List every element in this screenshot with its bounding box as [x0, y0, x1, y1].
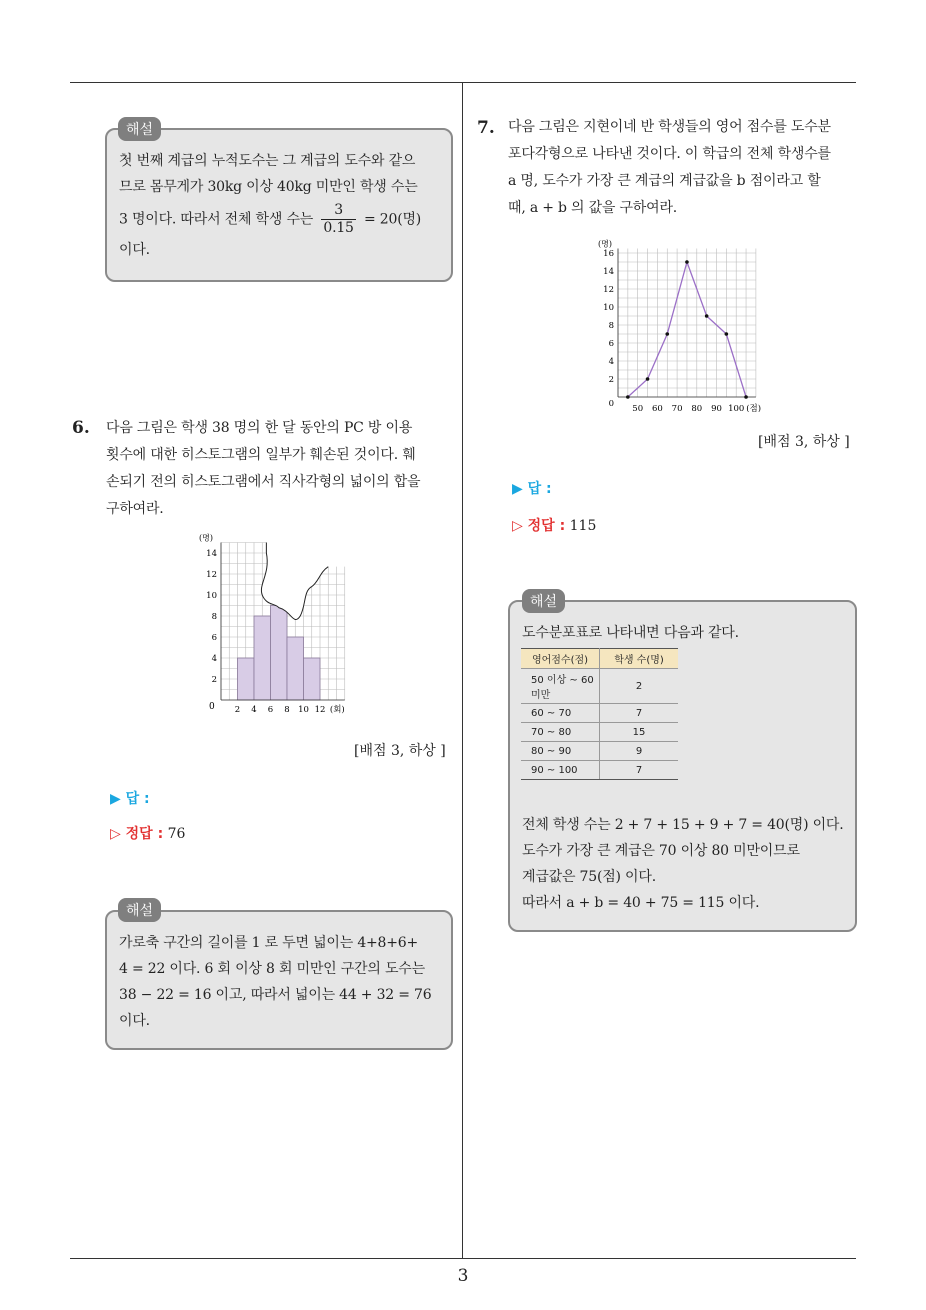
x-tick-label: 50: [632, 404, 644, 412]
histogram-chart: [195, 532, 370, 722]
data-point: [744, 395, 748, 399]
y-tick-label: 10: [603, 303, 614, 313]
page-number: 3: [457, 1266, 469, 1286]
q7-line3: a 명, 도수가 가장 큰 계급의 계급값을 b 점이라고 할: [508, 173, 821, 189]
histogram-bar: [304, 658, 321, 700]
table-cell-range: 60 ~ 70: [521, 704, 600, 723]
y-tick-label: 12: [603, 285, 614, 295]
q6-line3: 손되기 전의 히스토그램에서 직사각형의 넓이의 합을: [106, 474, 421, 490]
top-rule: [70, 82, 856, 83]
q6-answer-prompt: ▶ 답 :: [110, 791, 150, 807]
q6-text: [106, 415, 456, 523]
x-tick-label: 90: [711, 404, 722, 412]
sol3-line2: 도수가 가장 큰 계급은 70 이상 80 미만이므로: [522, 843, 800, 859]
q6-correct-answer: [110, 823, 185, 843]
fraction: [321, 202, 355, 237]
y-axis-unit: (명): [199, 533, 213, 543]
table-cell-count: 7: [600, 761, 679, 780]
x-tick-label: 70: [671, 404, 683, 412]
table-row: [521, 723, 678, 742]
q6-difficulty: [배점 3, 하상 ]: [354, 743, 446, 759]
sol3-intro: 도수분포표로 나타내면 다음과 같다.: [522, 625, 739, 641]
x-tick-label: 0: [209, 702, 215, 712]
x-tick-label: 60: [651, 404, 663, 412]
histogram-bar: [238, 658, 255, 700]
table-row: [521, 669, 678, 704]
x-tick-label: 4: [251, 705, 257, 715]
y-tick-label: 2: [211, 675, 217, 685]
q6-line4: 구하여라.: [106, 501, 164, 517]
frequency-table: [521, 648, 678, 780]
histogram-bar: [271, 606, 288, 701]
solution-box-1: [105, 128, 453, 282]
q7-text: [508, 114, 860, 222]
sol1-line4: 이다.: [119, 242, 150, 258]
table-header-score: 영어점수(점): [521, 649, 600, 669]
q6-line2: 횟수에 대한 히스토그램의 일부가 훼손된 것이다. 훼: [106, 447, 416, 463]
y-tick-label: 0: [608, 399, 614, 409]
table-cell-count: 9: [600, 742, 679, 761]
q7-correct-answer: [512, 515, 596, 535]
data-point: [646, 377, 650, 381]
x-tick-label: 12: [314, 705, 326, 715]
frequency-polygon-chart: [590, 232, 800, 412]
q6-correct-value: 76: [167, 826, 186, 842]
solution-tag-3: 해설: [522, 589, 565, 613]
sol1-line2: 므로 몸무게가 30kg 이상 40kg 미만인 학생 수는: [119, 179, 418, 195]
q7-correct-label: ▷ 정답 :: [512, 518, 566, 534]
sol3-line1: 전체 학생 수는 2 + 7 + 15 + 9 + 7 = 40(명) 이다.: [522, 817, 844, 833]
sol2-line4: 이다.: [119, 1013, 150, 1029]
x-tick-label: 2: [234, 705, 241, 715]
y-tick-label: 6: [608, 339, 614, 349]
data-point: [705, 314, 709, 318]
q7-line2: 포다각형으로 나타낸 것이다. 이 학급의 전체 학생수를: [508, 146, 831, 162]
solution-tag-2: 해설: [118, 898, 161, 922]
sol3-line3: 계급값은 75(점) 이다.: [522, 869, 656, 885]
sol2-line3: 38 − 22 = 16 이고, 따라서 넓이는 44 + 32 = 76: [119, 987, 432, 1003]
q7-answer-prompt: ▶ 답 :: [512, 481, 552, 497]
histogram-bar: [254, 616, 271, 700]
sol1-line3-post: = 20(명): [364, 211, 422, 228]
x-tick-label: 100: [728, 404, 745, 412]
data-point: [725, 332, 729, 336]
solution-box-2: [105, 910, 453, 1050]
q7-difficulty: [배점 3, 하상 ]: [758, 434, 850, 450]
y-tick-label: 14: [603, 267, 614, 277]
table-cell-range: 80 ~ 90: [521, 742, 600, 761]
y-tick-label: 16: [603, 249, 614, 259]
data-point: [626, 395, 630, 399]
y-tick-label: 10: [206, 591, 217, 601]
x-tick-label: 8: [284, 705, 290, 715]
q7-line4: 때, a + b 의 값을 구하여라.: [508, 200, 678, 216]
y-tick-label: 12: [206, 570, 217, 580]
q7-correct-value: 115: [569, 518, 597, 534]
y-tick-label: 4: [211, 654, 217, 664]
y-tick-label: 8: [211, 612, 217, 622]
solution-tag-1: 해설: [118, 117, 161, 141]
y-tick-label: 4: [608, 357, 614, 367]
x-tick-label: 10: [298, 705, 309, 715]
table-header-count: 학생 수(명): [600, 649, 679, 669]
q7-number: 7.: [477, 118, 495, 138]
table-cell-count: 2: [600, 669, 679, 704]
table-cell-range: 90 ~ 100: [521, 761, 600, 780]
data-point: [665, 332, 669, 336]
q6-line1: 다음 그림은 학생 38 명의 한 달 동안의 PC 방 이용: [106, 420, 413, 436]
y-tick-label: 6: [211, 633, 217, 643]
q6-number: 6.: [72, 418, 90, 438]
sol3-line4: 따라서 a + b = 40 + 75 = 115 이다.: [522, 895, 760, 911]
sol1-line1: 첫 번째 계급의 누적도수는 그 계급의 도수와 같으: [119, 153, 416, 169]
table-cell-range: 50 이상 ~ 60 미만: [521, 669, 600, 704]
y-axis-unit: (명): [598, 239, 612, 249]
sol2-line1: 가로축 구간의 길이를 1 로 두면 넓이는 4+8+6+: [119, 935, 419, 951]
table-row: [521, 761, 678, 780]
sol2-line2: 4 = 22 이다. 6 회 이상 8 회 미만인 구간의 도수는: [119, 961, 425, 977]
data-point: [685, 260, 689, 264]
column-divider: [462, 82, 463, 1258]
table-cell-count: 15: [600, 723, 679, 742]
sol1-line3-pre: 3 명이다. 따라서 전체 학생 수는: [119, 211, 314, 228]
frac-numerator: 3: [321, 202, 355, 220]
table-cell-range: 70 ~ 80: [521, 723, 600, 742]
table-row: [521, 742, 678, 761]
y-tick-label: 8: [608, 321, 614, 331]
y-tick-label: 14: [206, 549, 217, 559]
q6-correct-label: ▷ 정답 :: [110, 826, 164, 842]
histogram-bar: [287, 637, 304, 700]
bottom-rule: [70, 1258, 856, 1259]
x-axis-unit: (점): [746, 404, 762, 412]
x-tick-label: 80: [691, 404, 703, 412]
table-cell-count: 7: [600, 704, 679, 723]
table-row: [521, 704, 678, 723]
frac-denominator: 0.15: [323, 220, 354, 236]
x-tick-label: 6: [267, 705, 274, 715]
q7-line1: 다음 그림은 지현이네 반 학생들의 영어 점수를 도수분: [508, 119, 831, 135]
y-tick-label: 2: [608, 375, 614, 385]
x-axis-unit: (회): [329, 705, 345, 715]
